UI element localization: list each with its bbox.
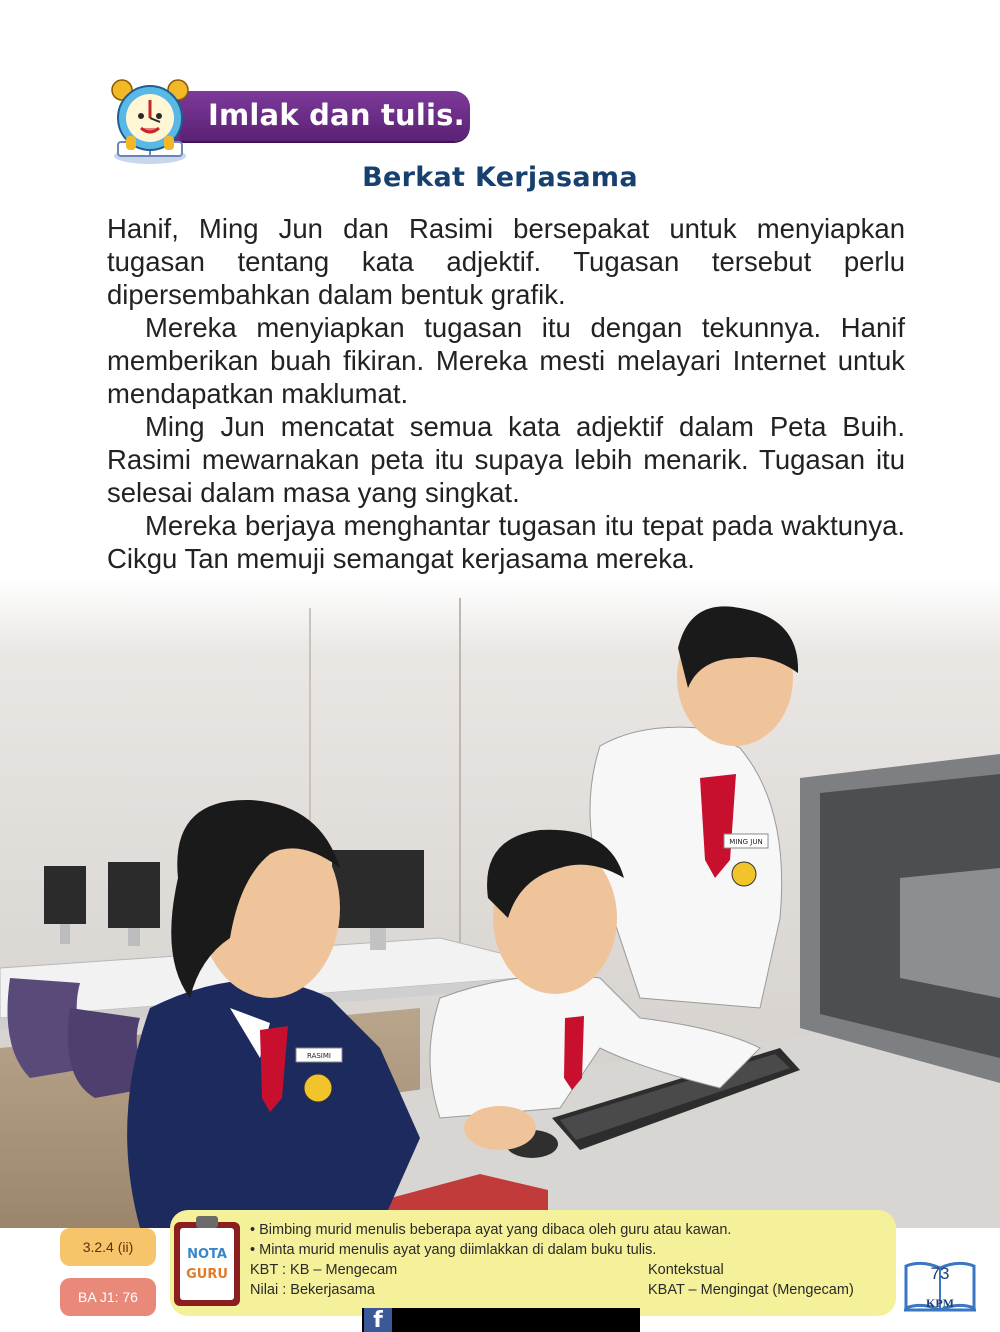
story-paragraph-1: Hanif, Ming Jun dan Rasimi bersepakat untuk menyiapkan tugasan tentang kata adjektif. Tugasan tersebut perlu dipersembahkan dalam bentuk grafik. (107, 213, 905, 310)
teacher-note-footer (0, 1204, 1000, 1332)
story-paragraph-4: Mereka berjaya menghantar tugasan itu tepat pada waktunya. Cikgu Tan memuji semangat kerjasama mereka. (107, 510, 905, 574)
story-title: Berkat Kerjasama (362, 162, 638, 193)
skill-code-tag: 3.2.4 (ii) (60, 1228, 156, 1266)
teacher-note-text (250, 1220, 890, 1300)
reference-tag: BA J1: 76 (60, 1278, 156, 1316)
name-tag-girl: RASIMI (307, 1052, 331, 1060)
classroom-scene (0, 578, 1000, 1228)
kbat-label: KBAT – Mengingat (Mengecam) (648, 1282, 854, 1298)
nota-guru-clipboard-icon (172, 1214, 242, 1308)
publisher-logo: KPM (926, 1296, 954, 1310)
kbt-label: KBT : KB – Mengecam (250, 1262, 398, 1278)
main-monitor (800, 754, 1000, 1083)
instruction-banner (108, 78, 476, 168)
nota-text: NOTA (187, 1247, 227, 1262)
page-number: 73 (930, 1264, 950, 1283)
note-bullet-1: • Bimbing murid menulis beberapa ayat yang dibaca oleh guru atau kawan. (250, 1222, 732, 1238)
instruction-text: Imlak dan tulis. (208, 98, 465, 132)
computer-lab-illustration (0, 578, 1000, 1228)
note-bullet-2: • Minta murid menulis ayat yang diimlakkan di dalam buku tulis. (250, 1242, 657, 1258)
kontekstual-label: Kontekstual (648, 1262, 724, 1278)
story-body (107, 212, 905, 575)
guru-text: GURU (186, 1267, 228, 1282)
story-paragraph-2: Mereka menyiapkan tugasan itu dengan tekunnya. Hanif memberikan buah fikiran. Mereka mesti melayari Internet untuk mendapatkan maklumat. (107, 312, 905, 409)
facebook-icon[interactable]: f (364, 1308, 392, 1332)
alarm-clock-mascot-icon (108, 78, 192, 166)
name-tag-boy: MING JUN (729, 838, 763, 846)
nilai-label: Nilai : Bekerjasama (250, 1282, 375, 1298)
story-paragraph-3: Ming Jun mencatat semua kata adjektif dalam Peta Buih. Rasimi mewarnakan peta itu supaya lebih menarik. Tugasan itu selesai dalam masa yang singkat. (107, 411, 905, 508)
redacted-strip (362, 1308, 640, 1332)
